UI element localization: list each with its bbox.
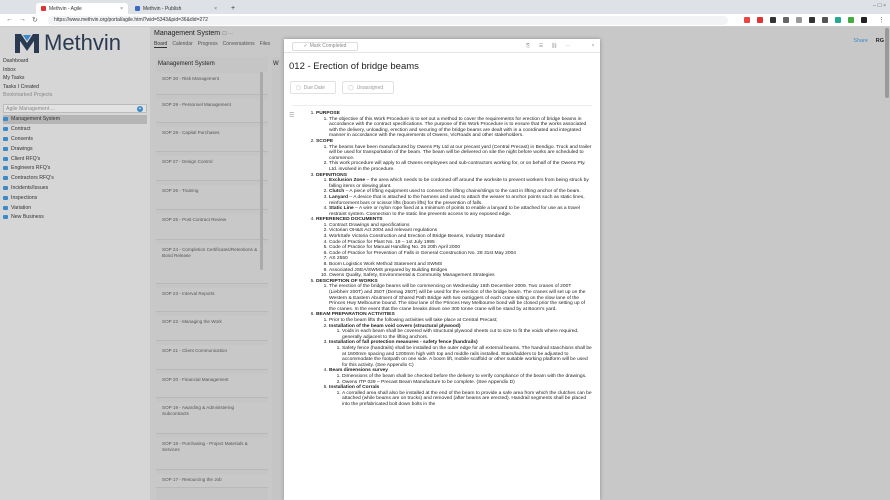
tab-files[interactable]: Files: [259, 41, 271, 47]
folder-icon: [3, 137, 8, 141]
calendar-icon: ▢: [296, 84, 301, 91]
preparation-point: 1. Safety fence (handrails) shall be installed on the outer edge for all external beams. The handrail stanchions shall be at 1600mm spacing and 1200mm high with top and middle rails installed. Stairs/ladders to be adjusted to accommodate the footpath on one side. A boom lift, mobile scaffold or other suitable working platform will be used for this activity. (See Appendix C): [342, 346, 592, 368]
due-date-button[interactable]: ▢ Due Date: [290, 81, 336, 94]
attachment-icon[interactable]: ⎘: [525, 43, 530, 49]
folder-item[interactable]: Contract: [3, 124, 147, 134]
task-card[interactable]: SOP 28 - Capital Purchases: [156, 127, 268, 152]
folder-item[interactable]: Incidents/Issues: [3, 183, 147, 193]
gmail-icon[interactable]: [744, 17, 750, 23]
assignee-button[interactable]: ◯ Unassigned: [342, 81, 394, 94]
section-list: [316, 284, 592, 312]
definition-text: – the area which needs to be cordoned off around the worksite to prevent workers from being struck by falling items or slewing plant.: [329, 178, 589, 189]
board-column: [272, 57, 282, 500]
preparation-point: 1. Dimensions of the beam shall be checked before the delivery to verify compliance of the beam with the drawings.: [342, 374, 592, 380]
description-icon: ☰: [289, 113, 295, 119]
close-icon[interactable]: ×: [591, 43, 595, 49]
section-point: 1. The objective of this Work Procedure is to set out a method to cover the requirements for erection of bridge beams in accordance with the contract specifications. The purpose of this Work Procedure is to ensure that the works associated with the delivery, unloading, erection and securing of the bridge beams are dealt with in a coordinated and integrated manner in accordance with the requirements of Owens, VicRoads and other stakeholders.: [329, 117, 592, 139]
nav-inbox[interactable]: Inbox: [3, 66, 16, 73]
task-card[interactable]: SOP 29 - Personnel Management: [156, 99, 268, 123]
menu-icon[interactable]: ⋮: [878, 17, 885, 24]
tab-board[interactable]: Board: [154, 41, 168, 47]
extension-icon[interactable]: [861, 17, 867, 23]
preparation-point: 1. A corralled area shall also be installed at the end of the beam to provide a safe area from which the clutches can be attached (while beams are on trucks) and removed (after beams are erected). Handrail segments shall be placed into the prefabricated bolt down bolts in the: [342, 391, 592, 408]
sidebar: [0, 27, 150, 500]
folder-item[interactable]: Management System: [3, 115, 147, 125]
extension-icon[interactable]: [835, 17, 841, 23]
section-point: 6. Code of Practice for Prevention of Falls in General Construction No. 28 31st May 2004: [329, 251, 592, 257]
task-card[interactable]: SOP 18 - Purchasing - Project Materials & Services: [156, 438, 268, 470]
window-controls: [873, 3, 886, 9]
preparation-heading: Installation of fall protection measures - safety fence (handrails): [329, 340, 478, 346]
definition-term: Clutch: [329, 189, 345, 195]
definition-term: Exclusion Zone: [329, 178, 366, 184]
section-list: [316, 223, 592, 279]
browser-tab-publish[interactable]: [130, 3, 222, 14]
definition-text: – A wire or nylon rope fixed at a minimum of points to enable a lanyard to be attached for use as a travel restraint system. Connection to the static line prevents access to any exposed edge.: [329, 206, 580, 217]
preparation-item: 1. Prior to the beam lifts the following activities will take place at Central Precast;: [329, 318, 592, 324]
tab-label: Methvin - Agile: [49, 5, 82, 12]
section-point: 3. WorkSafe Victoria Construction and Erection of Bridge Beams, Industry Standard: [329, 234, 592, 240]
section-item: [316, 312, 592, 407]
methvin-icon: [41, 6, 46, 11]
methvin-logo-icon: [14, 32, 40, 54]
mark-completed-button[interactable]: ✓ Mark Completed: [292, 42, 358, 51]
check-icon: ✓: [303, 43, 308, 49]
definition-item: [329, 178, 592, 189]
section-point: 2. This work procedure will apply to all Owens employees and sub-contractors working for, or on behalf of the Owens Pty. Ltd. involved in the procedure.: [329, 161, 592, 172]
reload-icon[interactable]: ↻: [32, 17, 38, 24]
section-list: [316, 145, 592, 173]
page-scrollbar-thumb[interactable]: [885, 28, 889, 98]
task-card[interactable]: SOP 24 - Completion Certificates/Retentions & Bond Release: [156, 244, 268, 284]
task-card[interactable]: SOP 19 - Awarding & Administering Subcontracts: [156, 402, 268, 434]
preparation-item: [329, 340, 592, 368]
section-point: 1. The erection of the bridge beams will be commencing on Wednesday 16th December 2009. Two cranes of 200T (Liebherr 200T) and 250T (Demag 250T) will be used for the erection of the bridge beam. The cranes will set up on the Western & Eastern Abutment of Shared Path Bridge with two outriggers of each crane sitting on the slow lane of the Princes Hwy Melbourne bound. The slow lane of the Princes Hwy Melbourne bond will be closed prior the setting up of the cranes. In the event that the crane breaks down one 300 tonne crane will be stand by at Boom's yard.: [329, 284, 592, 312]
task-card[interactable]: SOP 26 - Training: [156, 185, 268, 210]
board-column: [156, 57, 268, 500]
folder-icon: [3, 147, 8, 151]
project-title: Management System ☐ ···: [154, 30, 233, 37]
tab-progress[interactable]: Progress: [197, 41, 218, 47]
preparation-list: [329, 391, 592, 408]
nav-dashboard[interactable]: Dashboard: [3, 58, 29, 64]
section-point: 5. Code of Practice for Manual Handling No. 25 20th April 2000: [329, 245, 592, 251]
share-button[interactable]: Share: [853, 38, 868, 44]
preparation-heading: Installation of Corrals: [329, 385, 380, 391]
project-tabs: [154, 41, 270, 48]
task-card[interactable]: SOP 27 - Design Control: [156, 156, 268, 181]
browser-chrome: [0, 0, 890, 27]
link-icon[interactable]: ⛓: [551, 43, 558, 49]
folder-icon: [3, 186, 8, 190]
folder-icon: [3, 157, 8, 161]
subtask-icon[interactable]: ☰: [538, 43, 544, 49]
folder-item[interactable]: Variation: [3, 203, 147, 213]
preparation-heading: Installation of the beam void covers (structural plywood): [329, 323, 461, 329]
task-title[interactable]: 012 - Erection of bridge beams: [289, 61, 419, 72]
section-point: 9. Associated JSEA/SWMS prepared by Building Bridges: [329, 268, 592, 274]
definition-item: [329, 206, 592, 217]
url-field[interactable]: https://www.methvin.org/portal/agile.html?wid=5343&pid=36&did=272: [48, 16, 728, 25]
title-actions-icon[interactable]: ☐ ···: [222, 31, 233, 37]
section-list: [316, 178, 592, 217]
extension-icon[interactable]: [822, 17, 828, 23]
more-icon[interactable]: ···: [565, 43, 571, 49]
section-item: [316, 173, 592, 218]
task-card[interactable]: SOP 30 - Risk Management: [156, 73, 268, 95]
folder-icon: [3, 215, 8, 219]
close-window-icon[interactable]: ×: [883, 3, 886, 9]
folder-icon: [3, 117, 8, 121]
methvin-icon: [135, 6, 140, 11]
definition-term: Lanyard: [329, 194, 349, 200]
address-bar: [0, 14, 890, 27]
section-heading: PURPOSE: [316, 111, 340, 116]
preparation-list: [329, 329, 592, 340]
task-card[interactable]: SOP 25 - Post Contract Review: [156, 214, 268, 240]
folder-item[interactable]: Inspections: [3, 193, 147, 203]
section-item: [316, 111, 592, 139]
maximize-icon[interactable]: ☐: [877, 3, 882, 9]
section-heading: REFERENCED DOCUMENTS: [316, 217, 383, 223]
task-detail-panel: [284, 39, 600, 500]
section-point: 7. AS 2550: [329, 256, 592, 262]
tab-label: Methvin - Publish: [143, 5, 182, 12]
folder-item[interactable]: Consents: [3, 134, 147, 144]
folder-icon: [3, 176, 8, 180]
divider: [292, 105, 592, 106]
folder-item[interactable]: Client RFQ's: [3, 154, 147, 164]
tab-calendar[interactable]: Calendar: [172, 41, 193, 47]
definition-item: [329, 195, 592, 206]
add-project-icon[interactable]: +: [138, 105, 142, 112]
section-point: 2. Victorian OH&S Act 2004 and relevant regulations: [329, 228, 592, 234]
preparation-item: [329, 368, 592, 385]
section-point: 4. Code of Practice for Plant No. 19 – 1st July 1995: [329, 240, 592, 246]
task-toolbar: [284, 39, 600, 53]
folder-icon: [3, 206, 8, 210]
tab-conversations[interactable]: Conversations: [222, 41, 255, 47]
extension-icon[interactable]: [796, 17, 802, 23]
extension-icon[interactable]: [757, 17, 763, 23]
extension-icon[interactable]: [770, 17, 776, 23]
browser-tab-agile[interactable]: [36, 3, 128, 14]
folder-icon: [3, 166, 8, 170]
section-item: [316, 139, 592, 173]
section-heading: BEAM PREPARATION ACTIVITIES: [316, 312, 395, 318]
folder-item[interactable]: Contractors RFQ's: [3, 173, 147, 183]
user-icon: ◯: [348, 84, 354, 91]
sidebar-nav: [3, 57, 147, 222]
task-card[interactable]: SOP 20 - Financial Management: [156, 374, 268, 398]
section-heading: DESCRIPTION OF WORKS: [316, 278, 378, 284]
minimize-icon[interactable]: –: [873, 3, 876, 9]
description-outline: [298, 111, 592, 407]
new-tab-button[interactable]: +: [231, 5, 236, 12]
task-card[interactable]: SOP 17 - Resourcing the Job: [156, 474, 268, 488]
folder-item[interactable]: New Business: [3, 212, 147, 222]
section-point: 1. Contract Drawings and specifications: [329, 223, 592, 229]
task-card[interactable]: SOP 23 - Interval Reports: [156, 288, 268, 312]
folder-icon: [3, 196, 8, 200]
back-icon[interactable]: ←: [6, 16, 13, 23]
task-card[interactable]: SOP 22 - Managing the Work: [156, 316, 268, 341]
column-title: W: [273, 61, 279, 67]
nav-my-tasks[interactable]: My Tasks: [3, 75, 25, 81]
workspace-dropdown[interactable]: [3, 104, 147, 113]
preparation-point: 2. Owens ITP 029 – Precast Beam Manufacture to be complete. (See Appendix D): [342, 380, 592, 386]
nav-bookmarked-projects[interactable]: Bookmarked Projects: [3, 92, 53, 98]
preparation-list: [329, 374, 592, 385]
avatar[interactable]: RG: [875, 38, 884, 44]
section-point: 10. Owens Quality, Safety, Environmental & Community Management Strategies: [329, 273, 592, 279]
preparation-item: [329, 324, 592, 341]
workspace-dropdown-label: Agile Management ...: [6, 105, 56, 112]
column-scrollbar[interactable]: [260, 72, 263, 270]
extension-icon[interactable]: [783, 17, 789, 23]
definition-term: Static Line: [329, 206, 354, 212]
column-title: Management System: [158, 61, 215, 67]
extension-icon[interactable]: [809, 17, 815, 23]
task-meta: [290, 81, 394, 94]
section-item: [316, 217, 592, 279]
section-point: 8. Boom Logistics Work Method Statement and SWMS: [329, 262, 592, 268]
section-list: [316, 117, 592, 139]
folder-item[interactable]: Drawings: [3, 144, 147, 154]
preparation-item: [329, 385, 592, 407]
task-card[interactable]: SOP 21 - Client Communication: [156, 345, 268, 370]
folder-list: [3, 115, 147, 223]
preparation-list: [329, 346, 592, 368]
section-heading: DEFINITIONS: [316, 172, 347, 178]
forward-icon[interactable]: →: [19, 16, 26, 23]
section-list: [316, 318, 592, 408]
logo-text: Methvin: [44, 30, 122, 55]
preparation-point: 1. Voids in each beam shall be covered with structural plywood sheets cut to size to fit the voids where required, generally adjacent to the lifting anchors.: [342, 329, 592, 340]
close-icon[interactable]: ×: [120, 5, 123, 12]
definition-text: – A piece of lifting equipment used to connect the lifting chains/slings to the cast in lifting anchor of the beam.: [344, 189, 581, 195]
preparation-heading: Beam dimensions survey: [329, 368, 388, 374]
close-icon[interactable]: ×: [214, 5, 217, 12]
nav-tasks-created[interactable]: Tasks I Created: [3, 83, 40, 90]
task-description[interactable]: [298, 111, 592, 500]
definition-text: – A device that is attached to the harness and used to attach the wearer to anchor points such as static lines, reinforcement bars or scissor lifts (boom lifts) for the prevention of falls.: [329, 194, 585, 206]
folder-item[interactable]: Engineers RFQ's: [3, 163, 147, 173]
extension-icon[interactable]: [848, 17, 854, 23]
logo[interactable]: [14, 30, 121, 56]
section-point: 1. The beams have been manufactured by Owens Pty Ltd at our precast yard (Central Precast) in Bendigo. Truck and trailer will be used for transportation of the beam. The beam will be delivered on site the night before works are scheduled to commence.: [329, 145, 592, 162]
folder-icon: [3, 127, 8, 131]
section-item: [316, 279, 592, 313]
section-heading: SCOPE: [316, 138, 334, 144]
